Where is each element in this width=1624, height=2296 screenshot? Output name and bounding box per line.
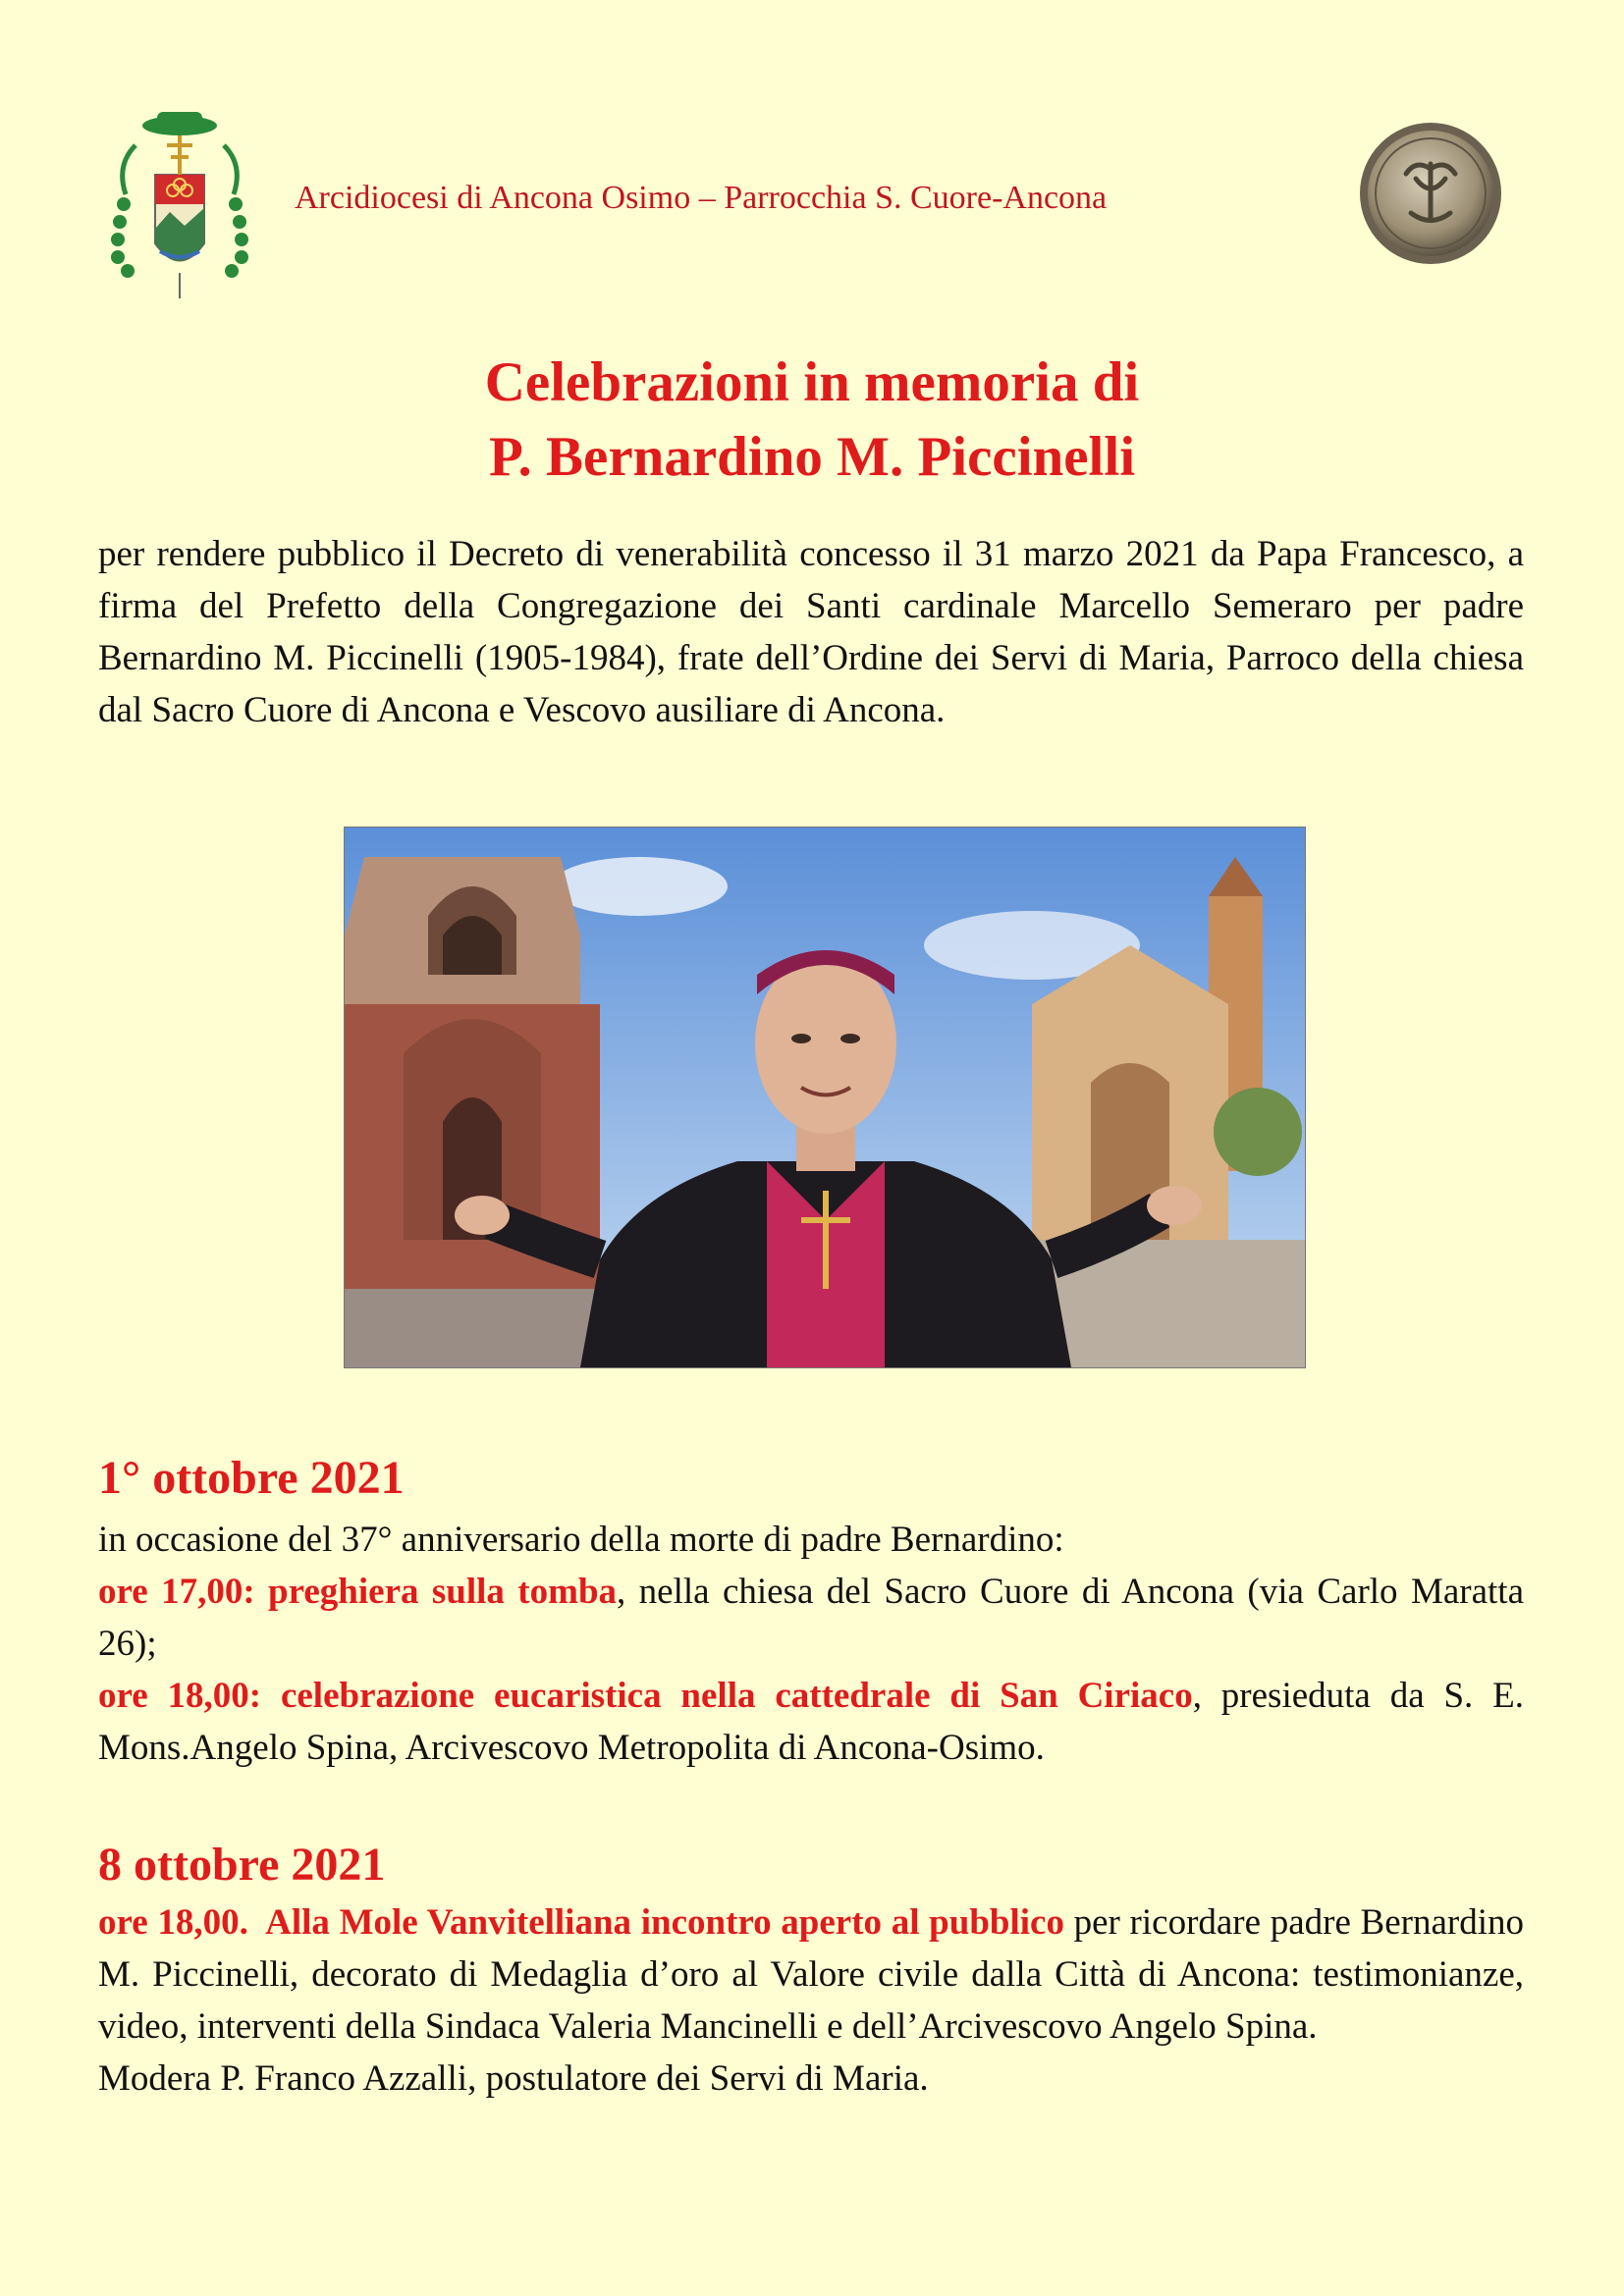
event1-item2-rest: , presieduta da S. E. Mons.Angelo Spina, Arcivescovo Metropolita di Ancona-Osimo. [98,1676,1524,1768]
bishop-portrait-with-churches-photo [344,827,1306,1368]
title-line-1: Celebrazioni in memoria di [484,351,1140,413]
event2-moderator: Modera P. Franco Azzalli, postulatore dei Servi di Maria. [98,2058,929,2099]
parish-monogram-seal-icon [1357,120,1504,267]
event1-item1-rest: , nella chiesa del Sacro Cuore di Ancona (via Carlo Maratta 26); [98,1572,1524,1664]
event2-item [98,1896,1524,2053]
event1-details [98,1514,1524,1774]
event2-item-rest: per ricordare padre Bernardino M. Piccinelli, decorato di Medaglia d’oro al Valore civile dalla Città di Ancona: testimonianze, video, interventi della Sindaca Valeria Mancinelli e dell’Arcivescovo Angelo Spina. [98,1902,1524,2047]
page-title [0,346,1624,495]
event2-date: 8 ottobre 2021 [98,1839,386,1891]
intro-paragraph: per rendere pubblico il Decreto di venerabilità concesso il 31 marzo 2021 da Papa Francesco, a firma del Prefetto della Congregazione dei Santi cardinale Marcello Semeraro per padre Bernardino M. Piccinelli (1905-1984), frate dell’Ordine dei Servi di Maria, Parroco della chiesa dal Sacro Cuore di Ancona e Vescovo ausiliare di Ancona. [98,534,1524,730]
title-line-2: P. Bernardino M. Piccinelli [488,426,1136,488]
event1-occasion: in occasione del 37° anniversario della morte di padre Bernardino: [98,1520,1064,1560]
archdiocese-coat-of-arms-icon [106,106,253,302]
event1-item1 [98,1566,1524,1670]
event1-item1-highlight: ore 17,00: preghiera sulla tomba [98,1572,618,1612]
event1-item2 [98,1670,1524,1774]
event1-item2-highlight: ore 18,00: celebrazione eucaristica nella cattedrale di San Ciriaco [98,1676,1193,1716]
event2-item-highlight: ore 18,00. Alla Mole Vanvitelliana incontro aperto al pubblico [98,1902,1064,1943]
header-line: Arcidiocesi di Ancona Osimo – Parrocchia S. Cuore-Ancona [295,180,1108,216]
event1-date: 1° ottobre 2021 [98,1452,405,1504]
event2-details [98,1896,1524,2105]
